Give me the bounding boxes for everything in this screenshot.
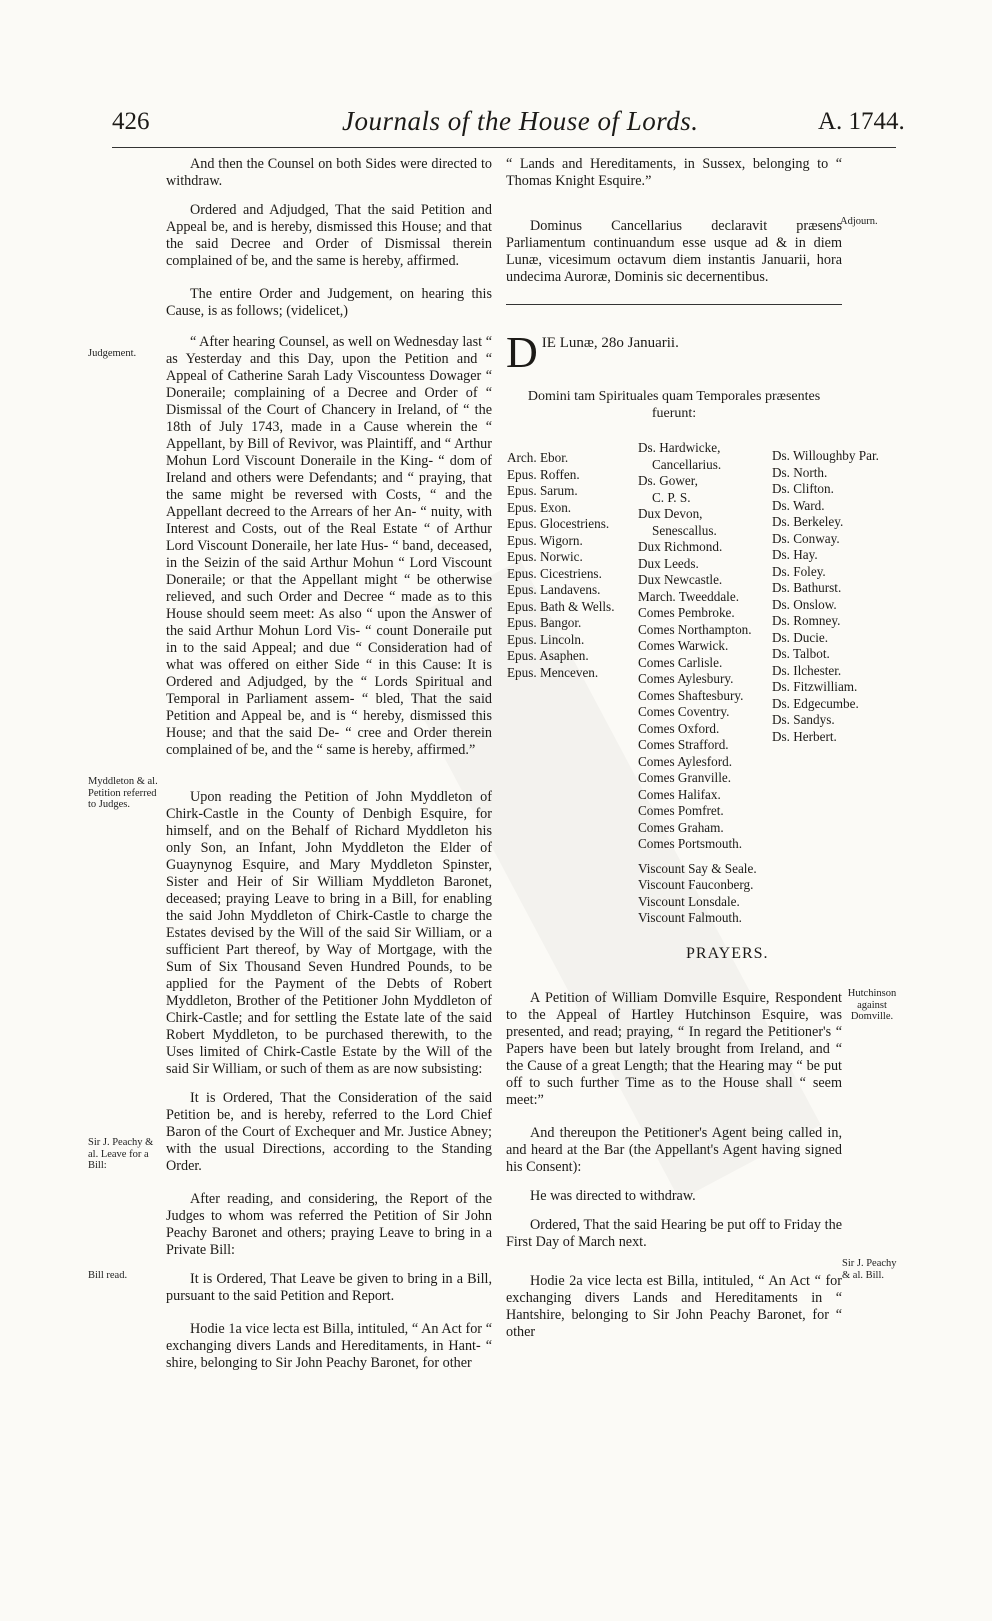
lord-name: Ds. Edgecumbe. xyxy=(772,695,859,711)
lord-name: Ds. Ward. xyxy=(772,497,825,513)
lord-name: Dux Devon, xyxy=(638,506,703,521)
lord-name: Ds. Sandys. xyxy=(772,712,835,727)
lord-name: Epus. Asaphen. xyxy=(507,648,589,663)
lord-name: Epus. Landavens. xyxy=(507,582,601,597)
lord-name: Epus. Menceven. xyxy=(507,664,599,680)
lord-name: Ds. Clifton. xyxy=(772,481,834,496)
lord-name: Epus. Cicestriens. xyxy=(507,565,602,581)
lord-name: Ds. Romney. xyxy=(772,613,841,628)
lord-name: Comes Aylesford. xyxy=(638,753,733,769)
day-heading-text: IE Lunæ, 28o Januarii. xyxy=(541,335,679,351)
section-separator xyxy=(506,304,842,305)
margin-note-peachy: Sir J. Peachy & al. Leave for a Bill: xyxy=(88,1137,154,1171)
lords-column-barons xyxy=(772,448,879,745)
paragraph-agent: And thereupon the Petitioner's Agent being called in, and heard at the Bar (the Appellant's Agent having signed his Consent): xyxy=(506,1125,842,1175)
lord-name: Epus. Bath & Wells. xyxy=(507,598,615,614)
page-header xyxy=(0,100,992,140)
paragraph-bill-read: Hodie 1a vice lecta est Billa, intituled, “ An Act for “ exchanging divers Lands and Hereditaments, in Hant- “ shire, belonging to Sir John Peachy Baronet, for other xyxy=(166,1321,492,1371)
lord-name: Comes Coventry. xyxy=(638,704,730,719)
lords-column-spiritual xyxy=(507,450,615,681)
lord-name: Dux Richmond. xyxy=(638,539,723,554)
lord-name: Ds. Ilchester. xyxy=(772,662,842,678)
lord-name: Epus. Wigorn. xyxy=(507,532,583,548)
lord-name: Comes Pembroke. xyxy=(638,605,735,620)
paragraph-myddleton-petition: Upon reading the Petition of John Myddleton of Chirk-Castle in the County of Denbigh Esquire, for himself, and on the Behalf of Richard Myddleton his only Son, an Infant, John Myddleton the Elder of Guaynynog Esquire, and Mary Myddleton Spinster, Sister and Heir of Sir William Myddleton Baronet, deceased; praying Leave to bring in a Bill, for enabling the said John Myddleton of Chirk-Castle to charge the Estates devised by the Will of the said Sir William, or a sufficient Part thereof, by Way of Mortgage, with the Sum of Six Thousand Seven Hundred Pounds, to be applied for the Payment of the Debts of Robert Myddleton, Brother of the Petitioner John Myddleton of Chirk-Castle; and for settling the Estate late of the said Robert Myddleton, to be purchased therewith, to the Uses limited of Chirk-Castle Estate by the Will of the said Sir William, or such of them as are now subsisting: xyxy=(166,789,492,1077)
lord-name: Comes Halifax. xyxy=(638,786,721,802)
paragraph-entire-order: The entire Order and Judgement, on hearing this Cause, is as follows; (videlicet,) xyxy=(166,286,492,319)
lord-name: Ds. Gower, xyxy=(638,473,698,488)
lord-name: Dux Leeds. xyxy=(638,555,699,571)
paragraph-ordered: Ordered and Adjudged, That the said Petition and Appeal be, and is hereby, dismissed this House; and that the said Decree and Order of Dismissal therein complained of be, and the same is hereby, affirmed. xyxy=(166,202,492,269)
paragraph-lands-continued: “ Lands and Hereditaments, in Sussex, belonging to “ Thomas Knight Esquire.” xyxy=(506,156,842,189)
lord-name: Ds. Berkeley. xyxy=(772,514,844,529)
header-rule xyxy=(112,147,896,148)
lord-name: Ds. Ducie. xyxy=(772,629,829,645)
day-heading xyxy=(506,328,842,377)
lord-name: Comes Graham. xyxy=(638,819,724,835)
lord-name: Ds. Onslow. xyxy=(772,596,837,612)
paragraph-second-reading: Hodie 2a vice lecta est Billa, intituled, “ An Act “ for exchanging divers Lands and Hereditaments in “ Hantshire, belonging to Sir John Peachy Baronet, for “ other xyxy=(506,1273,842,1340)
lord-name: Dux Newcastle. xyxy=(638,572,723,587)
lord-name: Epus. Glocestriens. xyxy=(507,516,610,531)
lord-name: Ds. North. xyxy=(772,464,828,480)
lord-name: Ds. Fitzwilliam. xyxy=(772,679,858,694)
lord-name: Comes Oxford. xyxy=(638,720,720,736)
lord-name: Comes Carlisle. xyxy=(638,654,723,670)
paragraph-hutchinson-petition: A Petition of William Domville Esquire, Respondent to the Appeal of Hartley Hutchinson Esquire, was presented, and read; praying, “ In regard the Petitioner's “ Papers have been but lately brought from Ireland, and “ the Cause of a great Length; that the Hearing may “ be put off to such further Time as to the House shall “ seem meet:” xyxy=(506,990,842,1108)
lord-name: Comes Pomfret. xyxy=(638,803,724,818)
domini-heading: Domini tam Spirituales quam Temporales præsentes fuerunt: xyxy=(527,389,821,421)
margin-note-adjourn: Adjourn. xyxy=(840,216,878,227)
lord-name: Cancellarius. xyxy=(652,456,722,472)
paragraph-myddleton-order: It is Ordered, That the Consideration of the said Petition be, and is hereby, referred to the Lord Chief Baron of the Court of Exchequer and Mr. Justice Abney; with the usual Directions, according to the Standing Order. xyxy=(166,1090,492,1174)
margin-note-bill-read: Bill read. xyxy=(88,1270,128,1281)
paragraph-hearing-ordered: Ordered, That the said Hearing be put off to Friday the First Day of March next. xyxy=(506,1217,842,1250)
lord-name: Viscount Falmouth. xyxy=(638,910,742,925)
lord-name: Comes Warwick. xyxy=(638,638,729,653)
paragraph-withdraw-2: He was directed to withdraw. xyxy=(530,1188,696,1204)
lord-name: Ds. Hay. xyxy=(772,547,818,562)
right-column-bottom xyxy=(506,990,842,1353)
lord-name: Ds. Hardwicke, xyxy=(638,440,721,455)
lord-name: Epus. Sarum. xyxy=(507,483,578,498)
lord-name: Viscount Fauconberg. xyxy=(638,877,754,892)
lord-name: Comes Northampton. xyxy=(638,621,752,637)
lord-name: Comes Portsmouth. xyxy=(638,836,743,851)
lord-name: Ds. Conway. xyxy=(772,530,840,546)
lord-name: Comes Shaftesbury. xyxy=(638,687,744,703)
lord-name: Ds. Herbert. xyxy=(772,728,837,744)
margin-note-myddleton: Myddleton & al. Petition referred to Judges. xyxy=(88,776,158,810)
paragraph-peachy-order: It is Ordered, That Leave be given to bring in a Bill, pursuant to the said Petition and Report. xyxy=(166,1271,492,1304)
lord-name: Epus. Bangor. xyxy=(507,615,582,630)
lord-name: Comes Strafford. xyxy=(638,737,729,752)
lord-name: Viscount Say & Seale. xyxy=(638,860,757,876)
prayers-heading: PRAYERS. xyxy=(686,945,769,962)
paragraph-adjourn: Dominus Cancellarius declaravit præsens Parliamentum continuandum esse usque ad & in diem Lunæ, vicesimum octavum diem instantis Januarii, hora undecima Auroræ, Dominis sic decernentibus. xyxy=(506,218,842,285)
lord-name: Ds. Talbot. xyxy=(772,646,830,661)
margin-note-peachy-bill: Sir J. Peachy & al. Bill. xyxy=(842,1258,897,1281)
left-column xyxy=(166,156,492,1384)
lord-name: Ds. Foley. xyxy=(772,563,826,579)
lord-name: Comes Aylesbury. xyxy=(638,671,734,686)
lord-name: Viscount Lonsdale. xyxy=(638,893,740,909)
lord-name: Ds. Bathurst. xyxy=(772,580,842,595)
drop-cap: D xyxy=(506,328,538,377)
lords-column-temporal xyxy=(638,440,757,927)
paragraph-withdraw: And then the Counsel on both Sides were directed to withdraw. xyxy=(166,156,492,189)
margin-note-hutchinson: Hutchinson against Domville. xyxy=(847,988,897,1022)
journal-title: Journals of the House of Lords. xyxy=(342,106,699,136)
lord-name: Arch. Ebor. xyxy=(507,450,569,465)
lord-name: Senescallus. xyxy=(652,522,717,538)
paragraph-judgement: “ After hearing Counsel, as well on Wednesday last “ as Yesterday and this Day, upon the Petition and “ Appeal of Catherine Sarah Lady Viscountess Dowager “ Doneraile; complaining of a Decree and Order of “ Dismissal of the Court of Chancery in Ireland, of “ the 18th of July 1743, made in a Cause wherein the “ Appellant, by Bill of Revivor, was Plaintiff, and “ Arthur Mohun Lord Viscount Doneraile in the King- “ dom of Ireland and others were Defendants; and “ praying, that the same might be reversed with Costs, “ and the Appellant decreed to the Arrears of her An- “ nuity, with Interest and Costs, out of the Real Estate “ of Arthur Lord Viscount Doneraile, her late Hus- “ band, deceased, in the Seizin of the said Arthur Mohun “ Lord Viscount Doneraile; or that the Appellant might “ be otherwise relieved, and such Order and Decree “ made as to this House should seem meet: As also “ upon the Answer of the said Arthur Mohun Lord Vis- “ count Doneraile put in to the said Appeal; and due “ Consideration had of what was offered on either Side “ in this Cause: It is Ordered and Adjudged, by the “ Lords Spiritual and Temporal in Parliament assem- “ bled, That the said Petition and Appeal be, and is “ hereby, dismissed this House; and that the said De- “ cree and Order therein complained of be, and the “ same is hereby, affirmed.” xyxy=(166,334,492,758)
right-column-top xyxy=(506,156,842,298)
lord-name: Epus. Lincoln. xyxy=(507,631,585,647)
lord-name: Epus. Exon. xyxy=(507,499,572,515)
page-number: 426 xyxy=(112,108,150,135)
lord-name: Comes Granville. xyxy=(638,770,732,785)
lord-name: Epus. Norwic. xyxy=(507,549,583,564)
lord-name: C. P. S. xyxy=(652,489,691,505)
margin-note-judgement: Judgement. xyxy=(88,348,137,359)
paragraph-peachy-report: After reading, and considering, the Report of the Judges to whom was referred the Petition of Sir John Peachy Baronet and others; praying Leave to bring in a Private Bill: xyxy=(166,1191,492,1258)
page-year: A. 1744. xyxy=(818,108,905,135)
lord-name: Ds. Willoughby Par. xyxy=(772,448,879,463)
lord-name: Epus. Roffen. xyxy=(507,466,580,482)
lord-name: March. Tweeddale. xyxy=(638,588,739,604)
